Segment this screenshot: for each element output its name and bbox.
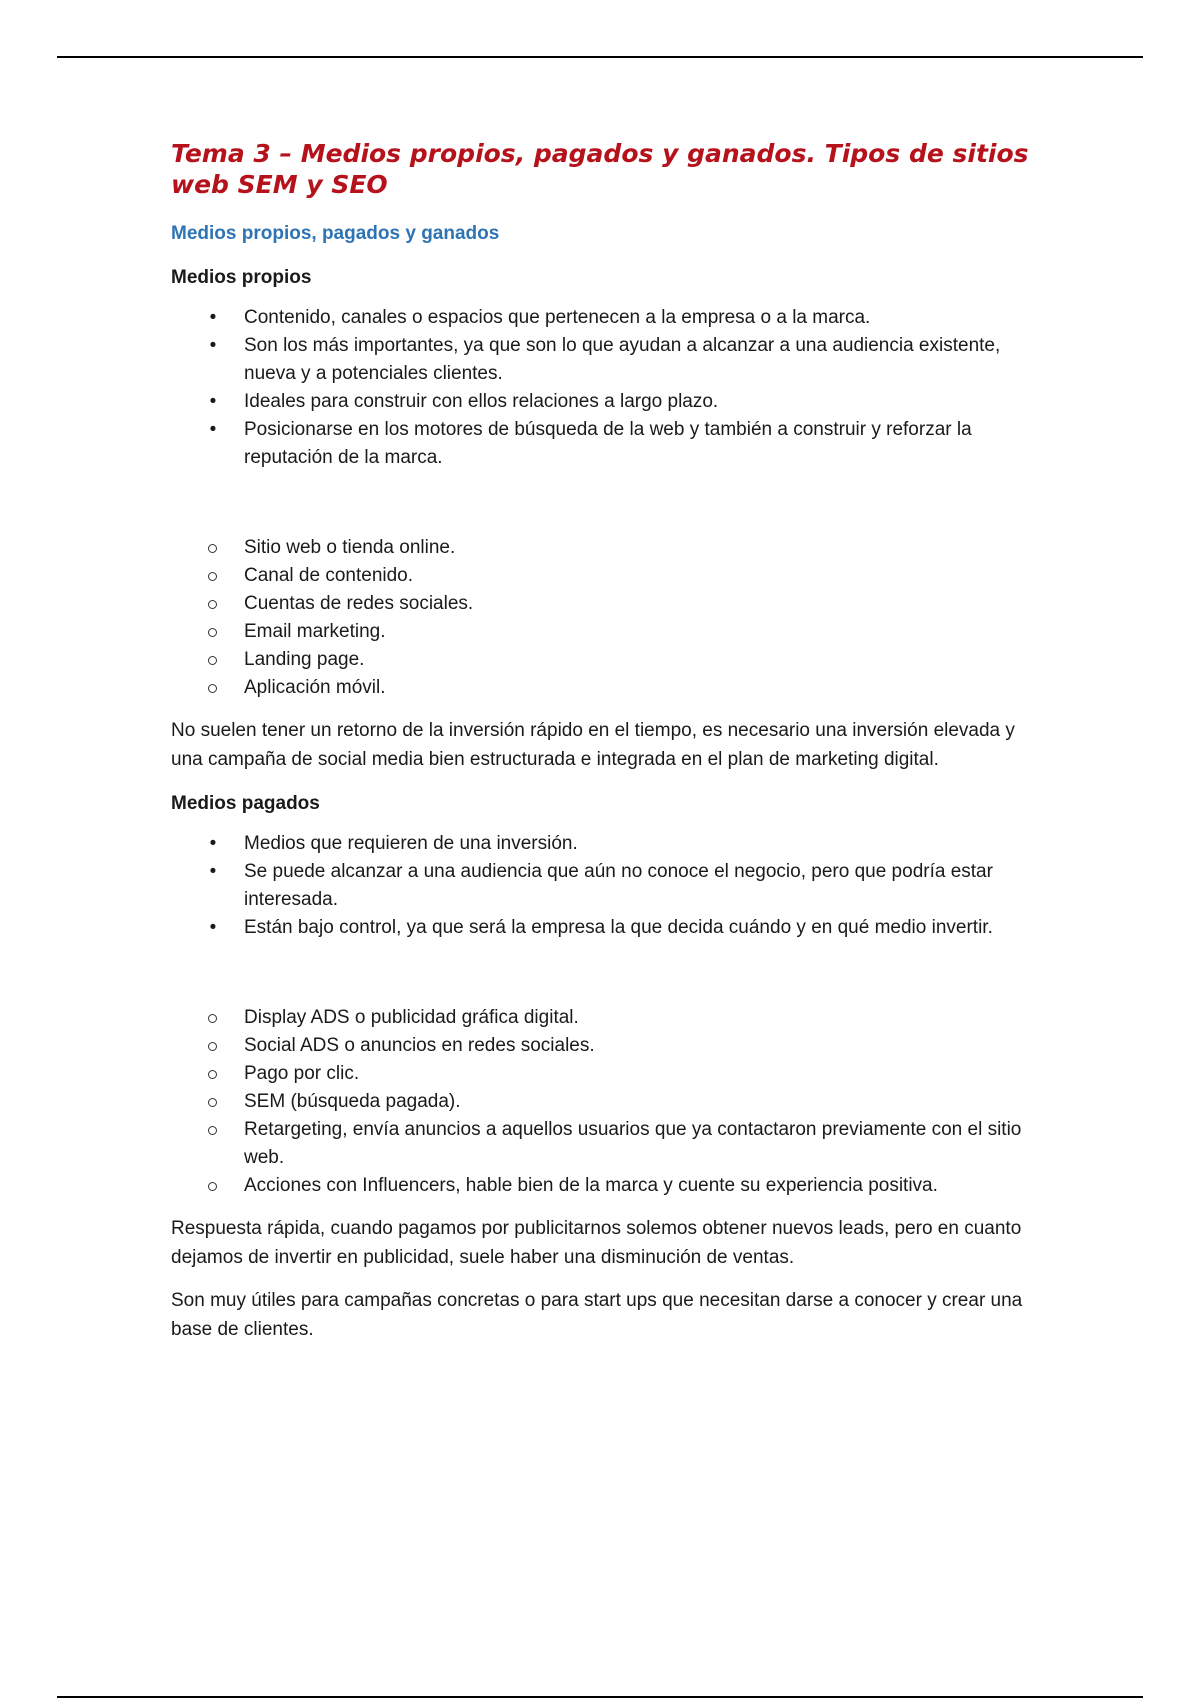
list-item: • Se puede alcanzar a una audiencia que aún no conoce el negocio, pero que podría estar interesada.: [171, 858, 1051, 914]
bullet-icon: •: [209, 833, 217, 854]
circle-bullet-icon: [208, 1098, 217, 1107]
bullet-icon: •: [209, 419, 217, 440]
owned-media-heading: Medios propios: [171, 267, 312, 288]
document-page: [171, 138, 1051, 1344]
circle-bullet-icon: [208, 1070, 217, 1079]
list-item: Retargeting, envía anuncios a aquellos usuarios que ya contactaron previamente con el sitio web.: [171, 1116, 1051, 1172]
list-item: Social ADS o anuncios en redes sociales.: [171, 1032, 1051, 1060]
list-item: • Posicionarse en los motores de búsqueda de la web y también a construir y reforzar la reputación de la marca.: [171, 416, 1051, 472]
list-item: • Están bajo control, ya que será la empresa la que decida cuándo y en qué medio invertir.: [171, 914, 1051, 942]
list-item: • Contenido, canales o espacios que pertenecen a la empresa o a la marca.: [171, 304, 1051, 332]
header-rule: [57, 56, 1143, 58]
circle-bullet-icon: [208, 572, 217, 581]
bullet-icon: •: [209, 391, 217, 412]
list-item: Display ADS o publicidad gráfica digital.: [171, 1004, 1051, 1032]
paid-media-paragraph-2: Son muy útiles para campañas concretas o para start ups que necesitan darse a conocer y crear una base de clientes.: [171, 1290, 1023, 1340]
paid-media-heading: Medios pagados: [171, 793, 320, 814]
list-item: • Medios que requieren de una inversión.: [171, 830, 1051, 858]
bullet-icon: •: [209, 307, 217, 328]
circle-bullet-icon: [208, 684, 217, 693]
circle-bullet-icon: [208, 1182, 217, 1191]
circle-bullet-icon: [208, 1014, 217, 1023]
owned-media-paragraph: No suelen tener un retorno de la inversión rápido en el tiempo, es necesario una inversión elevada y una campaña de social media bien estructurada e integrada en el plan de marketing digital.: [171, 720, 1015, 770]
list-item: • Ideales para construir con ellos relaciones a largo plazo.: [171, 388, 1051, 416]
list-item: Acciones con Influencers, hable bien de la marca y cuente su experiencia positiva.: [171, 1172, 1051, 1200]
list-item: • Son los más importantes, ya que son lo que ayudan a alcanzar a una audiencia existente, nueva y a potenciales clientes.: [171, 332, 1051, 388]
owned-media-examples: [171, 534, 1051, 702]
paid-media-examples: [171, 1004, 1051, 1200]
circle-bullet-icon: [208, 1126, 217, 1135]
list-item: Aplicación móvil.: [171, 674, 1051, 702]
circle-bullet-icon: [208, 600, 217, 609]
list-item: Email marketing.: [171, 618, 1051, 646]
owned-media-bullets: [171, 304, 1051, 472]
list-item: Sitio web o tienda online.: [171, 534, 1051, 562]
list-item: Canal de contenido.: [171, 562, 1051, 590]
paid-media-bullets: [171, 830, 1051, 942]
circle-bullet-icon: [208, 544, 217, 553]
list-item: Cuentas de redes sociales.: [171, 590, 1051, 618]
bullet-icon: •: [209, 917, 217, 938]
circle-bullet-icon: [208, 1042, 217, 1051]
list-item: Pago por clic.: [171, 1060, 1051, 1088]
list-item: SEM (búsqueda pagada).: [171, 1088, 1051, 1116]
document-title: Tema 3 – Medios propios, pagados y ganados. Tipos de sitios web SEM y SEO: [171, 139, 1029, 199]
bullet-icon: •: [209, 861, 217, 882]
circle-bullet-icon: [208, 656, 217, 665]
list-item: Landing page.: [171, 646, 1051, 674]
section-heading: Medios propios, pagados y ganados: [171, 223, 500, 244]
paid-media-paragraph-1: Respuesta rápida, cuando pagamos por publicitarnos solemos obtener nuevos leads, pero en cuanto dejamos de invertir en publicidad, suele haber una disminución de ventas.: [171, 1218, 1022, 1268]
circle-bullet-icon: [208, 628, 217, 637]
bullet-icon: •: [209, 335, 217, 356]
footer-rule: [57, 1696, 1143, 1698]
